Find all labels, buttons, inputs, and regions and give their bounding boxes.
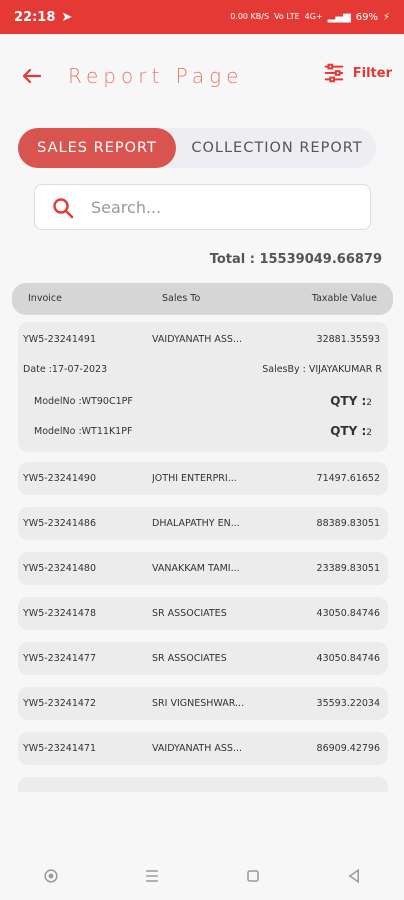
sales-by: SalesBy : VIJAYAKUMAR R xyxy=(262,364,382,375)
sales-to: SR ASSOCIATES xyxy=(152,653,227,664)
expanded-row[interactable] xyxy=(18,322,388,452)
qty-value: 2 xyxy=(366,398,372,408)
sliders-icon xyxy=(323,62,345,84)
tab-collection-report[interactable]: COLLECTION REPORT xyxy=(191,140,363,156)
back-nav-icon[interactable] xyxy=(344,866,364,886)
invoice-number: YW5-23241480 xyxy=(23,563,97,574)
signal-icon: ▂▄▆ xyxy=(327,11,351,23)
battery-icon: ⚡ xyxy=(382,11,390,23)
invoice-date: Date :17-07-2023 xyxy=(23,364,108,375)
telegram-icon: ➤ xyxy=(61,9,73,25)
table-row[interactable] xyxy=(18,462,388,495)
sales-to: SRI VIGNESHWAR... xyxy=(152,698,245,709)
status-bar xyxy=(0,0,404,34)
sales-to: JOTHI ENTERPRI... xyxy=(152,473,237,484)
network-speed: 0.00 KB/S xyxy=(230,12,270,21)
report-tabs xyxy=(18,128,376,168)
taxable-value: 71497.61652 xyxy=(316,473,380,484)
taxable-value: 88389.83051 xyxy=(316,518,380,529)
filter-label: Filter xyxy=(352,65,392,81)
taxable-value: 86909.42796 xyxy=(316,743,380,754)
invoice-number: YW5-23241490 xyxy=(23,473,97,484)
taxable-value: 43050.84746 xyxy=(316,608,380,619)
invoice-number: YW5-23241491 xyxy=(23,334,97,345)
report-list[interactable] xyxy=(18,322,388,792)
qty xyxy=(330,394,372,408)
model-number: ModelNo :WT11K1PF xyxy=(34,426,133,437)
volte-indicator: Vo LTE xyxy=(274,12,300,21)
network-type: 4G+ xyxy=(304,12,323,21)
table-row-partial[interactable] xyxy=(18,777,388,792)
table-row[interactable] xyxy=(18,507,388,540)
table-row[interactable] xyxy=(18,732,388,765)
taxable-value: 43050.84746 xyxy=(316,653,380,664)
back-button[interactable] xyxy=(20,64,44,88)
home-icon[interactable] xyxy=(243,866,263,886)
invoice-number: YW5-23241477 xyxy=(23,653,97,664)
invoice-number: YW5-23241472 xyxy=(23,698,97,709)
filter-button[interactable] xyxy=(323,62,392,84)
menu-icon[interactable] xyxy=(142,866,162,886)
page-title: Report Page xyxy=(68,64,244,88)
status-time: 22:18 xyxy=(14,9,56,25)
taxable-value: 32881.35593 xyxy=(316,334,380,345)
sales-to: VAIDYANATH ASS... xyxy=(152,743,243,754)
table-header xyxy=(12,283,393,315)
invoice-number: YW5-23241486 xyxy=(23,518,97,529)
taxable-value: 35593.22034 xyxy=(316,698,380,709)
sales-to: DHALAPATHY EN... xyxy=(152,518,240,529)
qty xyxy=(330,424,372,438)
qty-value: 2 xyxy=(366,428,372,438)
battery-level: 69% xyxy=(355,11,378,23)
sales-to: SR ASSOCIATES xyxy=(152,608,227,619)
header-sales-to: Sales To xyxy=(162,293,201,304)
assistant-icon[interactable] xyxy=(41,866,61,886)
search-box xyxy=(34,184,371,230)
table-row[interactable] xyxy=(18,642,388,675)
sales-to: VAIDYANATH ASS... xyxy=(152,334,243,345)
table-row[interactable] xyxy=(18,687,388,720)
search-icon xyxy=(51,196,75,220)
table-row[interactable] xyxy=(18,552,388,585)
header-taxable-value: Taxable Value xyxy=(311,293,377,304)
search-input[interactable] xyxy=(91,185,361,229)
tab-sales-report[interactable]: SALES REPORT xyxy=(18,128,176,168)
header-invoice: Invoice xyxy=(28,293,62,304)
total-label: Total : 15539049.66879 xyxy=(209,252,382,267)
qty-label: QTY : xyxy=(330,424,367,438)
taxable-value: 23389.83051 xyxy=(316,563,380,574)
table-row[interactable] xyxy=(18,597,388,630)
status-indicators xyxy=(230,12,390,23)
app-header xyxy=(0,56,404,96)
system-nav-bar xyxy=(0,852,404,900)
invoice-number: YW5-23241471 xyxy=(23,743,97,754)
sales-to: VANAKKAM TAMI... xyxy=(152,563,240,574)
model-number: ModelNo :WT90C1PF xyxy=(34,396,133,407)
arrow-left-icon xyxy=(20,64,44,88)
invoice-number: YW5-23241478 xyxy=(23,608,97,619)
qty-label: QTY : xyxy=(330,394,367,408)
